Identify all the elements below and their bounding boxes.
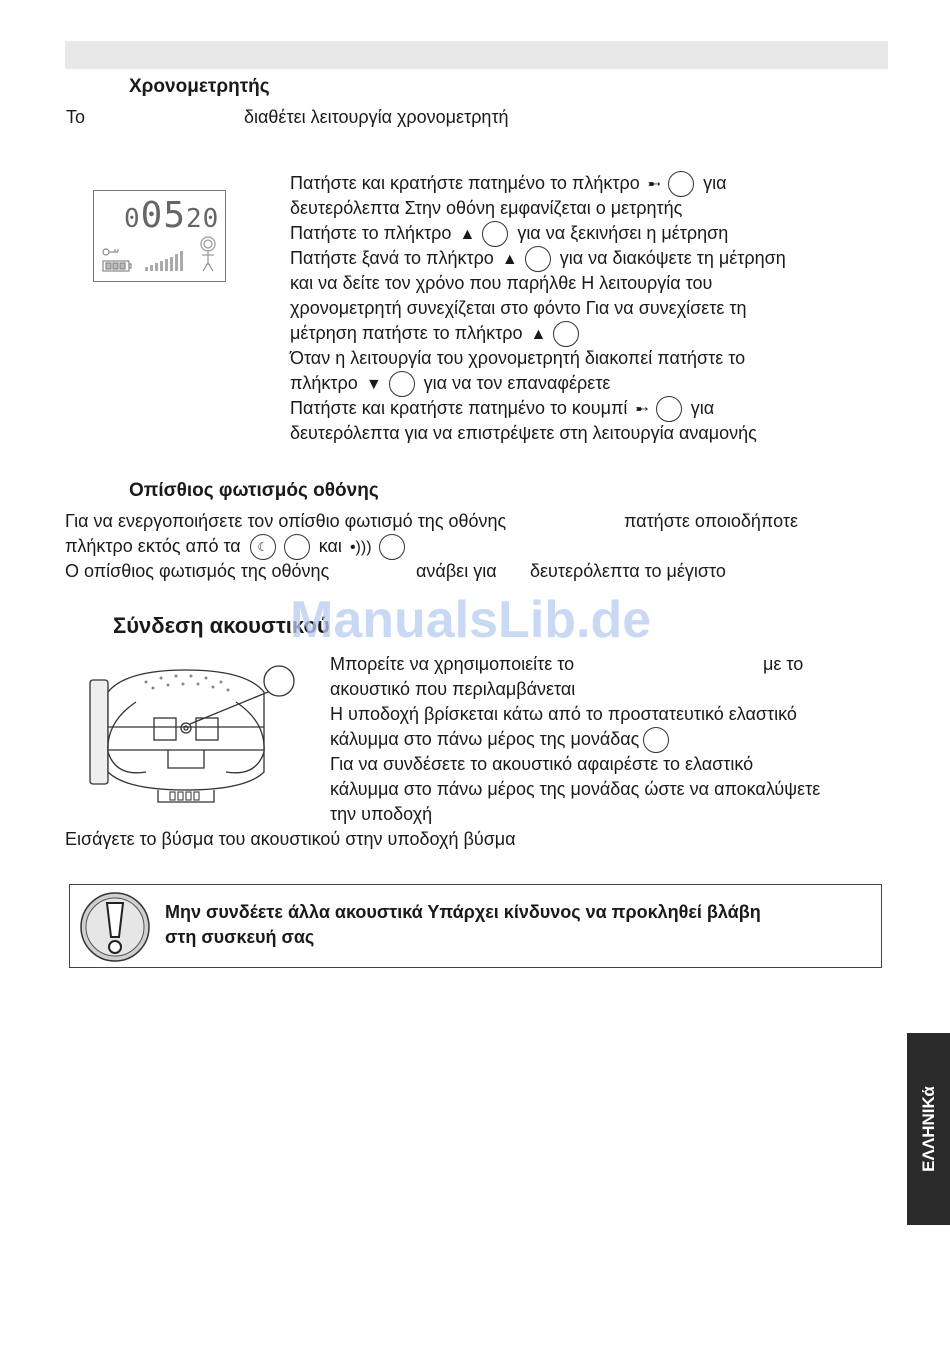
button-callout-circle	[482, 221, 508, 247]
device-top-illustration	[86, 662, 298, 808]
language-tab	[907, 1033, 950, 1225]
enter-key-icon: ➸	[635, 400, 649, 418]
timer-heading: Χρονομετρητής	[129, 76, 270, 97]
backlight-line-3c: δευτερόλεπτα το μέγιστο	[530, 561, 726, 581]
backlight-line-3a: Ο οπίσθιος φωτισμός της οθόνης	[65, 561, 330, 581]
timer-step-3c: χρονομετρητή συνεχίζεται στο φόντο Για να συνεχίσετε τη	[290, 298, 747, 318]
backlight-line-3b: ανάβει για	[416, 561, 497, 581]
button-callout-circle	[668, 171, 694, 197]
headphone-heading: Σύνδεση ακουστικού	[113, 613, 330, 638]
timer-step-2: Πατήστε το πλήκτρο ▲ για να ξεκινήσει η μέτρηση	[290, 221, 728, 247]
backlight-line-1a: Για να ενεργοποιήσετε τον οπίσθιο φωτισμό της οθόνης	[65, 511, 507, 531]
headphone-line-5: Για να συνδέσετε το ακουστικό αφαιρέστε το ελαστικό	[330, 754, 754, 774]
headphone-line-2: ακουστικό που περιλαμβάνεται	[330, 679, 576, 699]
headphone-line-7: την υποδοχή	[330, 804, 433, 824]
button-callout-circle	[553, 321, 579, 347]
headphone-line-8: Εισάγετε το βύσμα του ακουστικού στην υποδοχή βύσμα	[65, 829, 516, 849]
timer-step-1: Πατήστε και κρατήστε πατημένο το πλήκτρο ➸ για	[290, 171, 727, 197]
button-callout-circle	[389, 371, 415, 397]
timer-step-4: Όταν η λειτουργία του χρονομετρητή διακοπεί πατήστε το	[290, 348, 746, 368]
up-arrow-icon: ▲	[459, 225, 476, 243]
headphone-line-4: κάλυμμα στο πάνω μέρος της μονάδας	[330, 727, 673, 753]
up-arrow-icon: ▲	[530, 325, 547, 343]
timer-intro-suffix: διαθέτει λειτουργία χρονομετρητή	[244, 107, 509, 127]
headphone-line-1b: με το	[763, 654, 804, 674]
sound-waves-icon: •)))	[349, 538, 372, 556]
enter-key-icon: ➸	[647, 175, 662, 193]
button-callout-circle	[379, 534, 405, 560]
lcd-digits: 00520	[124, 195, 220, 236]
moon-icon: ☾	[250, 534, 276, 560]
timer-step-3: Πατήστε ξανά το πλήκτρο ▲ για να διακόψετε τη μέτρηση	[290, 246, 786, 272]
lcd-display-illustration	[93, 190, 226, 282]
timer-step-4b: πλήκτρο ▼ για να τον επαναφέρετε	[290, 371, 610, 397]
button-callout-circle	[284, 534, 310, 560]
backlight-line-1b: πατήστε οποιοδήποτε	[624, 511, 798, 531]
headphone-line-6: κάλυμμα στο πάνω μέρος της μονάδας ώστε να αποκαλύψετε	[330, 779, 821, 799]
warning-text: Μην συνδέετε άλλα ακουστικά Υπάρχει κίνδυνος να προκληθεί βλάβη στη συσκευή σας	[165, 902, 761, 947]
timer-intro-prefix: Το	[66, 107, 86, 127]
exclamation-icon	[79, 891, 151, 963]
timer-step-3d: μέτρηση πατήστε το πλήκτρο ▲	[290, 321, 583, 347]
button-callout-circle	[656, 396, 682, 422]
timer-step-3b: και να δείτε τον χρόνο που παρήλθε Η λειτουργία του	[290, 273, 713, 293]
headphone-line-1a: Μπορείτε να χρησιμοποιείτε το	[330, 654, 575, 674]
header-bar	[65, 41, 888, 69]
timer-step-5: Πατήστε και κρατήστε πατημένο το κουμπί ➸ για	[290, 396, 714, 422]
watermark: ManualsLib.de	[290, 591, 652, 649]
up-arrow-icon: ▲	[501, 250, 518, 268]
button-callout-circle	[525, 246, 551, 272]
backlight-line-2: πλήκτρο εκτός από τα ☾ και •)))	[65, 534, 409, 560]
timer-step-5b: δευτερόλεπτα για να επιστρέψετε στη λειτουργία αναμονής	[290, 423, 757, 443]
backlight-heading: Οπίσθιος φωτισμός οθόνης	[129, 480, 379, 501]
language-tab-label: ΕΛΛΗΝΙΚά	[918, 1086, 938, 1172]
warning-box	[69, 884, 882, 968]
lcd-indicators-icon	[94, 191, 225, 281]
down-arrow-icon: ▼	[365, 375, 382, 393]
headphone-line-3: Η υποδοχή βρίσκεται κάτω από το προστατευτικό ελαστικό	[330, 704, 797, 724]
button-callout-circle	[643, 727, 669, 753]
timer-step-1b: δευτερόλεπτα Στην οθόνη εμφανίζεται ο μετρητής	[290, 198, 683, 218]
